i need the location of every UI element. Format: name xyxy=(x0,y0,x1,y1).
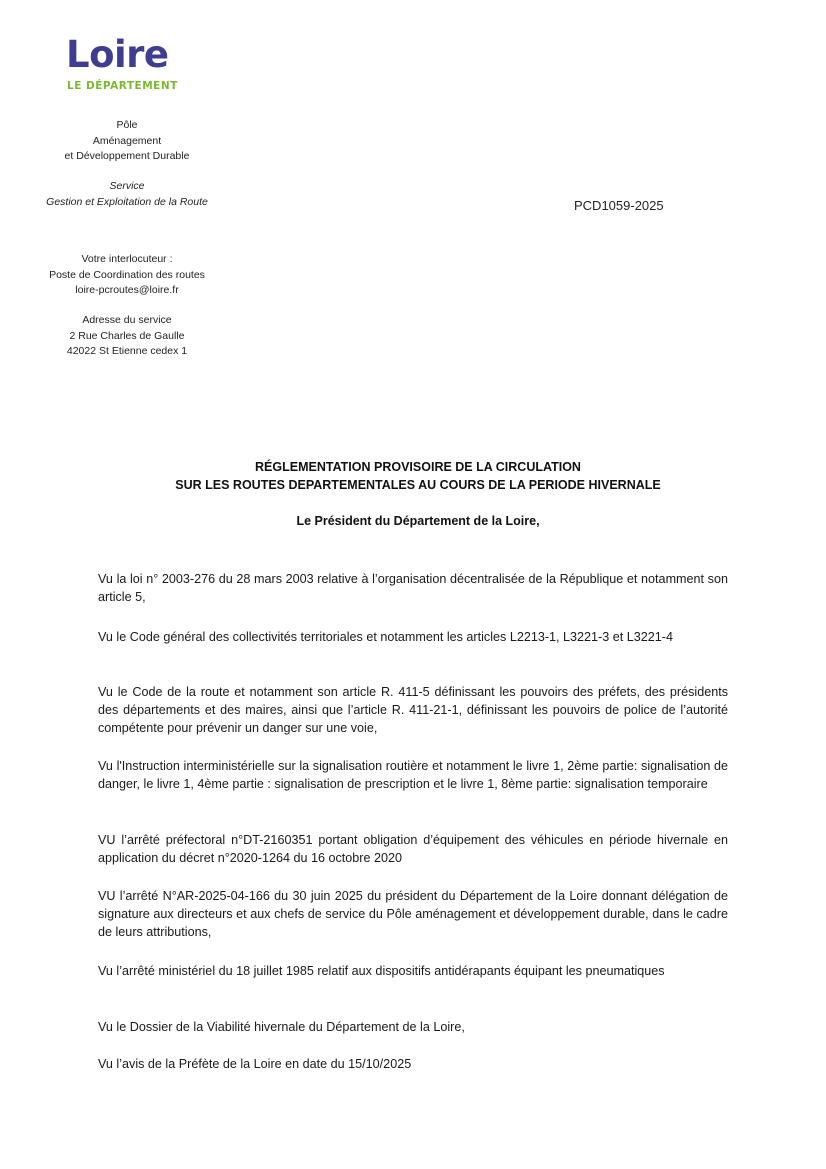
document-reference: PCD1059-2025 xyxy=(574,198,664,213)
pole-line: et Développement Durable xyxy=(64,150,190,162)
recital-paragraph: Vu l'Instruction interministérielle sur la signalisation routière et notamment le livre 1, 2ème partie: signalisation de danger, le livre 1, 4ème partie : signalisation de prescription et le livre 1, 8ème partie: signalisation temporaire xyxy=(98,759,728,791)
address-line: 2 Rue Charles de Gaulle xyxy=(69,329,185,342)
contact-line: Poste de Coordination des routes xyxy=(49,268,205,281)
recital-paragraph: Vu l’avis de la Préfète de la Loire en date du 15/10/2025 xyxy=(98,1057,412,1071)
recital-paragraph: VU l’arrêté N°AR-2025-04-166 du 30 juin 2025 du président du Département de la Loire donnant délégation de signature aux directeurs et aux chefs de service du Pôle aménagement et développement durable, dans le cadre de leurs attributions, xyxy=(98,889,728,939)
document-title xyxy=(0,458,826,494)
service-line: Gestion et Exploitation de la Route xyxy=(46,195,208,208)
logo-wordmark: Loire xyxy=(66,33,169,76)
pole-line: Aménagement xyxy=(92,134,162,147)
sender-contact xyxy=(20,252,234,299)
loire-department-logo xyxy=(66,33,190,92)
recital-paragraph: Vu la loi n° 2003-276 du 28 mars 2003 relative à l’organisation décentralisée de la République et notamment son article 5, xyxy=(98,572,728,604)
pole-line: Pôle xyxy=(116,119,138,131)
title-line: RÉGLEMENTATION PROVISOIRE DE LA CIRCULATION xyxy=(255,460,581,474)
recital-paragraph: Vu le Code de la route et notamment son article R. 411-5 définissant les pouvoirs des préfets, des présidents des départements et des maires, ainsi que l’article R. 411-21-1, définissant les pouvoirs de police de l’autorité compétente pour prévenir un danger sur une voie, xyxy=(98,685,728,735)
address-line: 42022 St Etienne cedex 1 xyxy=(66,345,188,357)
recital-paragraph: Vu le Code général des collectivités territoriales et notamment les articles L2213-1, L3221-3 et L3221-4 xyxy=(98,630,673,644)
service-line: Service xyxy=(109,180,145,192)
contact-line: Votre interlocuteur : xyxy=(81,253,173,265)
contact-email: loire-pcroutes@loire.fr xyxy=(75,284,179,296)
sender-address xyxy=(20,313,234,360)
recital-paragraph: Vu le Dossier de la Viabilité hivernale du Département de la Loire, xyxy=(98,1020,465,1034)
sender-pole xyxy=(20,118,234,165)
logo-tagline: LE DÉPARTEMENT xyxy=(67,80,178,92)
title-line: SUR LES ROUTES DEPARTEMENTALES AU COURS DE LA PERIODE HIVERNALE xyxy=(175,478,661,492)
recital-paragraph: Vu l’arrêté ministériel du 18 juillet 1985 relatif aux dispositifs antidérapants équipant les pneumatiques xyxy=(98,964,665,978)
sender-service xyxy=(20,179,234,210)
recital-paragraph: VU l’arrêté préfectoral n°DT-2160351 portant obligation d’équipement des véhicules en période hivernale en application du décret n°2020-1264 du 16 octobre 2020 xyxy=(98,833,728,865)
president-heading: Le Président du Département de la Loire, xyxy=(296,514,540,528)
address-line: Adresse du service xyxy=(82,314,172,326)
